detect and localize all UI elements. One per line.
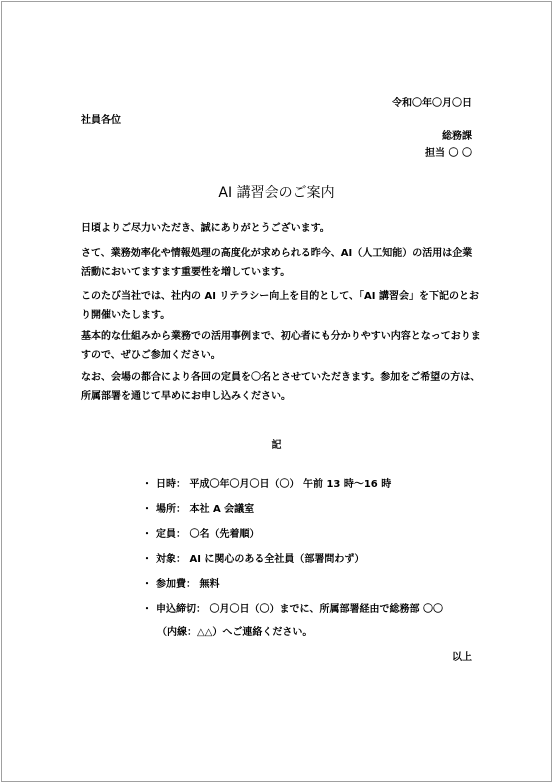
recipient: 社員各位 [81,115,121,126]
list-item: ・ 対象： AI に関心のある全社員（部署問わず） [142,547,482,572]
bullet: ・ [142,529,152,540]
sender-department: 総務課 [442,131,472,142]
paragraph-note: なお、会場の都合により各回の定員を〇名とさせていただきます。参加をご希望の方は、所属部署を通じて早めにお申し込みください。 [81,372,481,402]
document-title: AI 講習会のご案内 [218,185,335,201]
closing-ijo: 以上 [452,652,472,663]
sender-person: 担当 〇 〇 [425,148,472,159]
list-item: ・ 参加費： 無料 [142,572,482,597]
list-item: ・ 場所： 本社 A 会議室 [142,497,482,522]
paragraph-content: 基本的な仕組みから業務での活用事例まで、初心者にも分かりやすい内容となっておりますので、ぜひご参加ください。 [81,331,481,361]
bullet: ・ [142,554,152,565]
bullet: ・ [142,479,152,490]
details-list [142,472,482,622]
bullet: ・ [142,579,152,590]
list-item-continuation: （内線：△△）へご連絡ください。 [157,627,313,638]
document-page [1,1,552,782]
ki-heading: 記 [271,440,282,451]
paragraph-intro: さて、業務効率化や情報処理の高度化が求められる昨今、AI（人工知能）の活用は企業活動においてますます重要性を増しています。 [81,248,473,278]
list-item: ・ 日時： 平成〇年〇月〇日（〇） 午前 13 時～16 時 [142,472,482,497]
document-date: 令和〇年〇月〇日 [392,98,472,109]
paragraph-greeting: 日頃よりご尽力いただき、誠にありがとうございます。 [81,223,330,234]
list-item: ・ 定員： 〇名（先着順） [142,522,482,547]
paragraph-announcement: このたび当社では、社内の AI リテラシー向上を目的として、「AI 講習会」を下記のとおり開催いたします。 [81,291,479,321]
list-item: ・ 申込締切： 〇月〇日（〇）までに、所属部署経由で総務部 〇〇 [142,597,482,622]
bullet: ・ [142,504,152,515]
bullet: ・ [142,604,152,615]
